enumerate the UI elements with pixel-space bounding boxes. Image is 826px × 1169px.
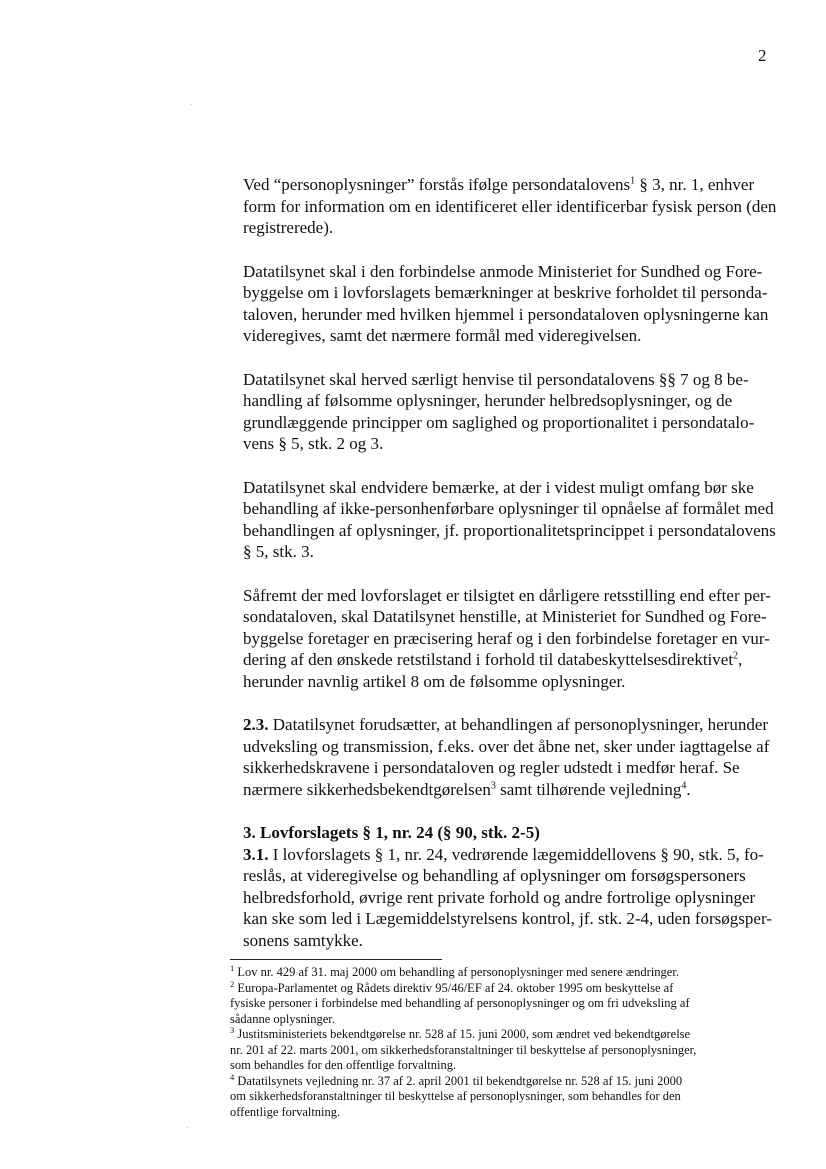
text-line: sikkerhedskravene i persondataloven og regler udstedt i medfør heraf. Se (243, 758, 740, 777)
footnote-marker: 4 (230, 1071, 235, 1082)
footnote-ref: 1 (630, 175, 636, 187)
text-line: taloven, herunder med hvilken hjemmel i persondataloven oplysningerne kan (243, 304, 769, 324)
footnote-ref: 2 (733, 650, 739, 662)
footnote-ref: 4 (681, 779, 687, 791)
footnote-line: offentlige forvaltning. (230, 1104, 341, 1119)
text-line (243, 174, 773, 196)
footnote-marker: 3 (230, 1024, 235, 1035)
text-line: handling af følsomme oplysninger, herunder helbredsoplysninger, og de (243, 391, 733, 410)
text-line: udveksling og transmission, f.eks. over det åbne net, sker under iagttagelse af (243, 736, 770, 756)
page-number: 2 (758, 46, 767, 65)
footnote-marker: 1 (230, 962, 235, 973)
paragraph-remark (243, 477, 776, 563)
footnote-line: fysiske personer i forbindelse med behandling af personoplysninger og om fri udveksling af (230, 996, 690, 1010)
text-line: grundlæggende principper om saglighed og proportionalitet i persondatalo- (243, 412, 755, 432)
text-line (243, 649, 773, 671)
scan-speck (186, 1127, 188, 1128)
scan-speck (190, 104, 192, 105)
text-span: samt tilhørende vejledning (495, 779, 682, 799)
paragraph-recommendation (243, 585, 773, 693)
paragraph-2-3 (243, 714, 773, 800)
text-line: vens § 5, stk. 2 og 3. (243, 434, 384, 453)
footnote-line (230, 1024, 776, 1043)
footnote-3 (230, 1024, 776, 1074)
text-span: . (686, 779, 691, 799)
text-line: reslås, at videregivelse og behandling af oplysninger om forsøgspersoners (243, 866, 746, 885)
section-3 (243, 822, 773, 951)
footnote-line: sådanne oplysninger. (230, 1011, 335, 1026)
footnote-line: nr. 201 af 22. marts 2001, om sikkerhedsforanstaltninger til beskyttelse af personoplysninger, (230, 1042, 697, 1057)
text-line: Datatilsynet skal herved særligt henvise til persondatalovens §§ 7 og 8 be- (243, 369, 749, 389)
text-line: Datatilsynet skal i den forbindelse anmode Ministeriet for Sundhed og Fore- (243, 261, 763, 281)
text-span: nærmere sikkerhedsbekendtgørelsen (243, 779, 491, 799)
text-line (243, 844, 773, 866)
footnote-line (230, 1071, 776, 1090)
section-heading: 3. Lovforslagets § 1, nr. 24 (§ 90, stk. 2-5) (243, 823, 540, 842)
text-span: Lov nr. 429 af 31. maj 2000 om behandling af personoplysninger med senere ændringer. (237, 965, 679, 979)
section-number: 3.1. (243, 844, 269, 864)
text-line: form for information om en identificeret eller identificerbar fysisk person (den (243, 196, 777, 216)
footnote-ref: 3 (490, 779, 496, 791)
text-line: § 5, stk. 3. (243, 542, 314, 561)
footnote-4 (230, 1071, 776, 1121)
text-line: byggelse om i lovforslagets bemærkninger at beskrive forholdet til personda- (243, 283, 768, 302)
text-line: kan ske som led i Lægemiddelstyrelsens kontrol, jf. stk. 2-4, uden forsøgsper- (243, 909, 772, 928)
footnote-1 (230, 962, 776, 981)
footnote-line (230, 978, 776, 997)
text-span: § 3, nr. 1, enhver (635, 175, 755, 194)
section-number: 2.3. (243, 715, 269, 734)
footnote-2 (230, 978, 776, 1028)
text-line: herunder navnlig artikel 8 om de følsomme oplysninger. (243, 671, 626, 691)
text-line: Såfremt der med lovforslaget er tilsigtet en dårligere retsstilling end efter per- (243, 585, 771, 605)
paragraph-reference (243, 369, 773, 455)
footnote-line (230, 962, 776, 981)
footnote-line: om sikkerhedsforanstaltninger til beskyttelse af personoplysninger, som behandles for den (230, 1089, 681, 1103)
text-line: registrerede). (243, 218, 334, 237)
text-line (243, 714, 773, 736)
text-line: behandlingen af oplysninger, jf. proportionalitetsprincippet i persondatalovens (243, 520, 776, 540)
text-span: , (738, 650, 743, 669)
text-line: helbredsforhold, øvrige rent private forhold og andre fortrolige oplysninger (243, 887, 756, 907)
paragraph-definition (243, 174, 777, 239)
text-line: Datatilsynet skal endvidere bemærke, at der i videst muligt omfang bør ske (243, 477, 754, 497)
text-line: sondataloven, skal Datatilsynet henstille, at Ministeriet for Sundhed og Fore- (243, 607, 767, 626)
text-line (243, 779, 773, 801)
text-line: sonens samtykke. (243, 930, 363, 950)
text-span: Europa-Parlamentet og Rådets direktiv 95/46/EF af 24. oktober 1995 om beskyttelse af (237, 980, 674, 995)
footnote-marker: 2 (230, 978, 235, 989)
footnote-line: som behandles for den offentlige forvaltning. (230, 1058, 457, 1072)
paragraph-request (243, 261, 773, 347)
text-span: Justitsministeriets bekendtgørelse nr. 528 af 15. juni 2000, som ændret ved bekendtgørelse (237, 1027, 691, 1041)
text-line: behandling af ikke-personhenførbare oplysninger til opnåelse af formålet med (243, 499, 774, 518)
text-span: Datatilsynets vejledning nr. 37 af 2. april 2001 til bekendtgørelse nr. 528 af 15. juni 2000 (237, 1073, 683, 1088)
text-span: dering af den ønskede retstilstand i forhold til databeskyttelsesdirektivet (243, 650, 734, 669)
text-span: Datatilsynet forudsætter, at behandlingen af personoplysninger, herunder (268, 715, 769, 734)
text-span: Ved “personoplysninger” forstås ifølge persondatalovens (243, 175, 631, 194)
text-line: videregives, samt det nærmere formål med videregivelsen. (243, 326, 642, 345)
footnote-separator (230, 959, 442, 960)
body-text (243, 174, 777, 951)
text-line: byggelse foretager en præcisering heraf og i den forbindelse foretager en vur- (243, 628, 770, 648)
text-span: I lovforslagets § 1, nr. 24, vedrørende lægemiddellovens § 90, stk. 5, fo- (268, 844, 764, 864)
footnotes (230, 962, 776, 1120)
